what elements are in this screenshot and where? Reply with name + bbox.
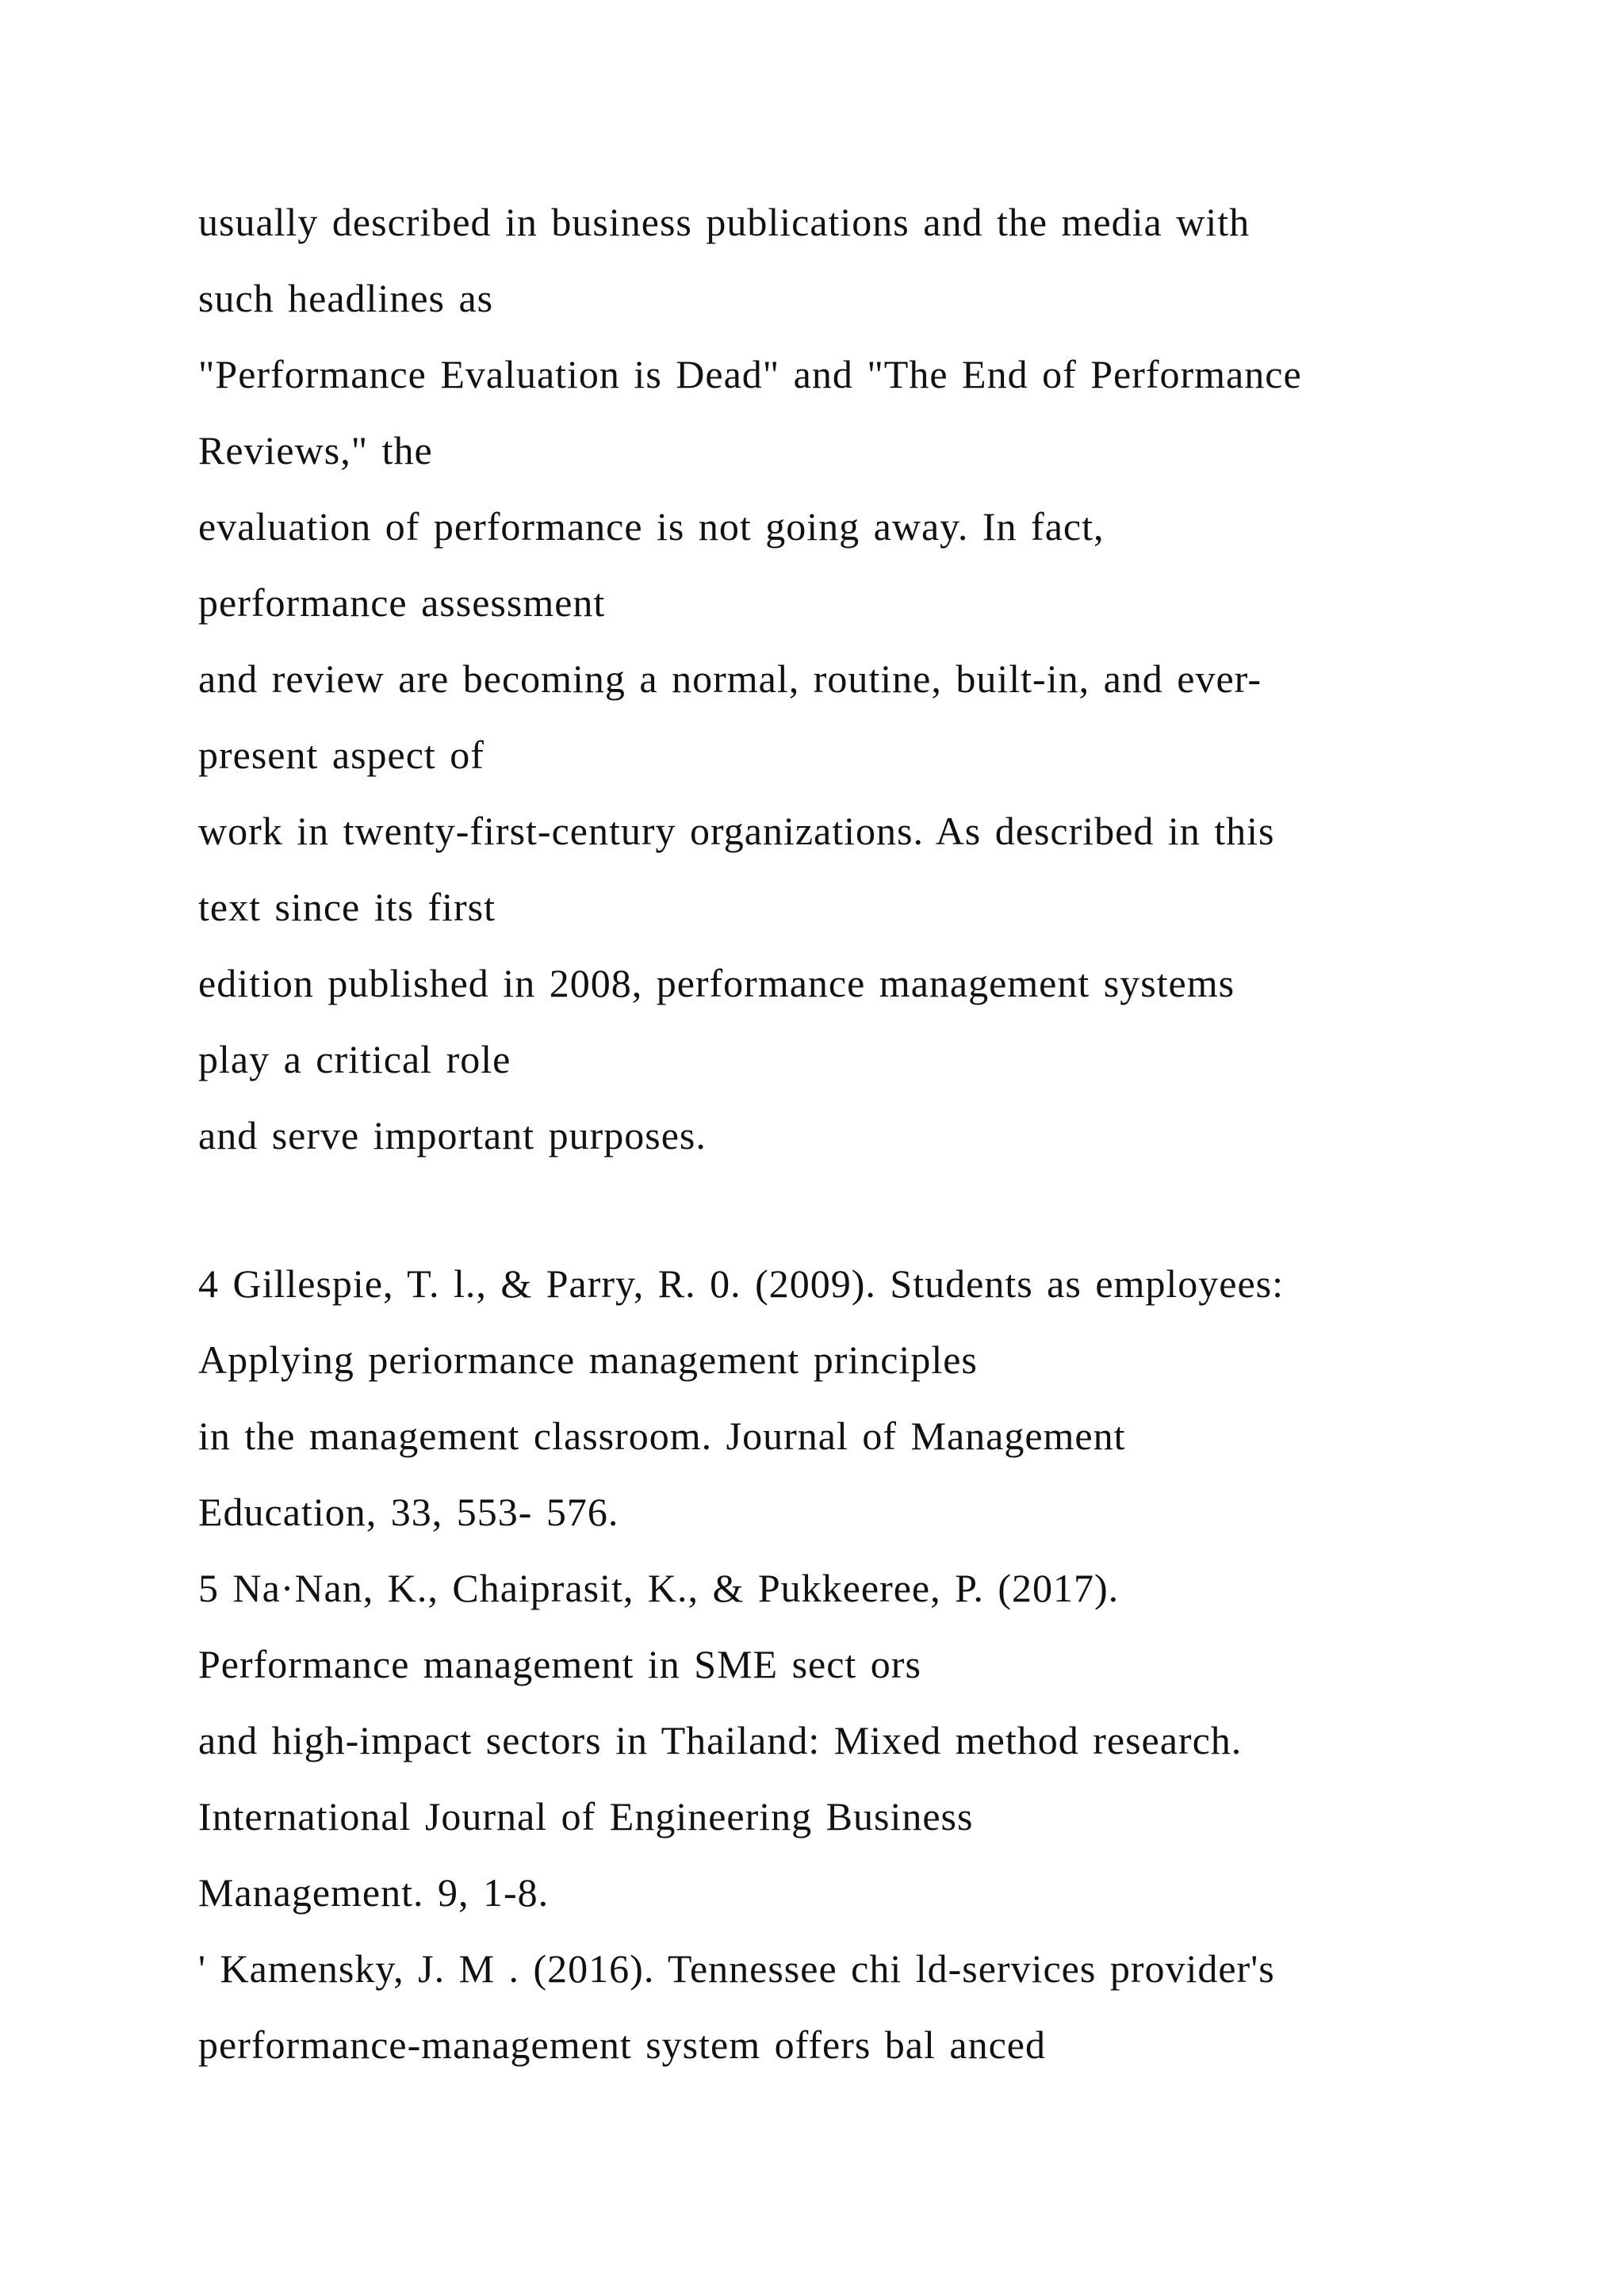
paragraph-line: performance assessment	[198, 580, 606, 625]
reference-line: and high-impact sectors in Thailand: Mixed method research.	[198, 1718, 1243, 1762]
paragraph-line: and review are becoming a normal, routine, built-in, and ever-	[198, 656, 1262, 701]
paragraph-line: text since its first	[198, 885, 496, 929]
paragraph-line: work in twenty-first-century organizations. As described in this	[198, 809, 1275, 853]
paragraph-line: play a critical role	[198, 1037, 511, 1081]
footnote-references	[198, 1246, 1435, 2083]
paragraph-line: edition published in 2008, performance management systems	[198, 961, 1235, 1005]
reference-line: Applying periormance management principles	[198, 1337, 978, 1382]
body-paragraph	[198, 184, 1435, 1173]
paragraph-line: and serve important purposes.	[198, 1113, 707, 1158]
reference-line: Performance management in SME sect ors	[198, 1642, 921, 1686]
reference-line: 5 Na·Nan, K., Chaiprasit, K., & Pukkeeree, P. (2017).	[198, 1566, 1120, 1610]
paragraph-line: evaluation of performance is not going away. In fact,	[198, 504, 1105, 549]
paragraph-line: usually described in business publications and the media with	[198, 200, 1251, 244]
reference-line: in the management classroom. Journal of Management	[198, 1414, 1126, 1458]
reference-line: 4 Gillespie, T. l., & Parry, R. 0. (2009). Students as employees:	[198, 1261, 1285, 1306]
paragraph-line: present aspect of	[198, 733, 485, 777]
reference-line: Education, 33, 553- 576.	[198, 1490, 619, 1534]
paragraph-line: Reviews," the	[198, 428, 433, 473]
reference-line: International Journal of Engineering Business	[198, 1794, 974, 1839]
reference-line: Management. 9, 1-8.	[198, 1870, 550, 1915]
paragraph-line: "Performance Evaluation is Dead" and "The End of Performance	[198, 352, 1302, 396]
paragraph-line: such headlines as	[198, 276, 494, 320]
reference-line: performance-management system offers bal anced	[198, 2022, 1046, 2067]
reference-line: ' Kamensky, J. M . (2016). Tennessee chi ld-services provider's	[198, 1946, 1275, 1991]
